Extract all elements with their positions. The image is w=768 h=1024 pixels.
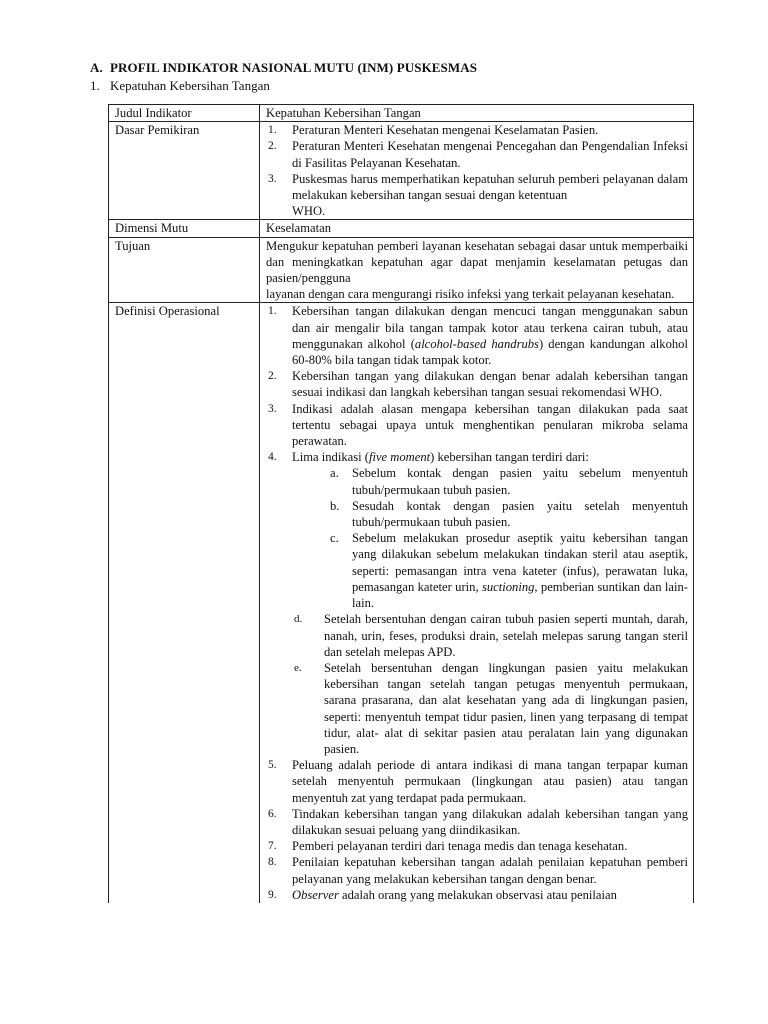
tujuan-paragraph-1: Mengukur kepatuhan pemberi layanan kesehatan sebagai dasar untuk memperbaiki dan meningkatkan kepatuhan agar dapat menjamin keselamatan petugas dan pasien/pengguna — [266, 238, 688, 286]
row-tujuan — [109, 237, 694, 303]
list-text: Pemberi pelayanan terdiri dari tenaga medis dan tenaga kesehatan. — [292, 839, 628, 854]
list-text: Peluang adalah periode di antara indikasi di mana tangan terpapar kuman setelah menyentuh permukaan (lingkungan atau pasien) atau tangan menyentuh zat yang terdapat pada permukaan. — [292, 758, 688, 805]
list-text: Peraturan Menteri Kesehatan mengenai Pencegahan dan Pengendalian Infeksi di Fasilitas Pelayanan Kesehatan. — [292, 139, 688, 170]
list-item — [266, 122, 688, 138]
sub-list-item — [292, 660, 688, 757]
sub-list-text: Sesudah kontak dengan pasien yaitu setelah menyentuh tubuh/permukaan tubuh pasien. — [352, 498, 688, 530]
list-text: Tindakan kebersihan tangan yang dilakukan adalah kebersihan tangan yang dilakukan sesuai peluang yang diindikasikan. — [292, 806, 688, 837]
sub-list-text: Sebelum melakukan prosedur aseptik yaitu kebersihan tangan yang dilakukan sebelum melakukan tindakan steril atau aseptik, seperti: pemasangan intra vena kateter (infus), perawatan luka, pemasangan kateter urin, — [352, 531, 688, 594]
list-item — [266, 138, 688, 170]
list-number: 8. — [268, 856, 277, 869]
value-dasar-pemikiran — [260, 122, 694, 220]
section-title: PROFIL INDIKATOR NASIONAL MUTU (INM) PUSKESMAS — [110, 60, 478, 75]
list-text-italic: alcohol-based handrubs — [414, 336, 539, 351]
list-item — [266, 854, 688, 886]
list-number: 6. — [268, 807, 277, 820]
list-text-continuation: WHO. — [292, 204, 326, 219]
list-text: Lima indikasi ( — [292, 450, 369, 465]
dasar-list — [266, 122, 688, 219]
sub-list-letter: e. — [294, 661, 302, 674]
sub-list-letter: a. — [330, 466, 339, 481]
tujuan-paragraph-2: layanan dengan cara mengurangi risiko infeksi yang terkait pelayanan kesehatan. — [266, 287, 675, 302]
sub-list-letter: b. — [330, 498, 340, 513]
value-definisi-operasional — [260, 303, 694, 903]
list-text: Penilaian kepatuhan kebersihan tangan adalah penilaian kepatuhan pemberi pelayanan yang melakukan kebersihan tangan dengan benar. — [292, 855, 688, 886]
row-dasar-pemikiran — [109, 122, 694, 220]
label-dasar-pemikiran: Dasar Pemikiran — [109, 122, 260, 220]
sub-list-text: Setelah bersentuhan dengan lingkungan pasien yaitu melakukan kebersihan tangan setelah tangan petugas menyentuh permukaan, sarana prasarana, dan alat kesehatan yang ada di lingkungan pasien, seperti: menyentuh tempat tidur pasien, linen yang terpasang di tempat tidur, alat- alat di sekitar pasien atau peralatan lain yang digunakan pasien. — [324, 660, 688, 756]
sub-list-item — [292, 465, 688, 497]
sub-list-item — [292, 530, 688, 611]
list-text: ) kebersihan tangan terdiri dari: — [430, 450, 589, 465]
label-definisi-operasional: Definisi Operasional — [109, 303, 260, 903]
list-number: 9. — [268, 888, 277, 901]
value-judul-indikator: Kepatuhan Kebersihan Tangan — [260, 105, 694, 122]
indicator-profile-table — [108, 104, 694, 903]
list-item — [266, 757, 688, 806]
list-item — [266, 887, 688, 903]
list-text-italic: Observer — [292, 887, 339, 902]
label-tujuan: Tujuan — [109, 237, 260, 303]
list-text: Kebersihan tangan dilakukan dengan mencuci tangan menggunakan sabun dan air mengalir bila tangan tampak kotor atau terkena cairan tubuh, atau menggunakan alkohol ( — [292, 304, 688, 351]
list-item — [266, 368, 688, 400]
label-dimensi-mutu: Dimensi Mutu — [109, 220, 260, 237]
list-number: 2. — [268, 370, 277, 383]
sub-list-text: , pemberian suntikan dan lain-lain. — [352, 579, 688, 611]
list-number: 3. — [268, 172, 277, 185]
list-number: 5. — [268, 759, 277, 772]
label-judul-indikator: Judul Indikator — [109, 105, 260, 122]
row-definisi-operasional — [109, 303, 694, 903]
list-number: 3. — [268, 402, 277, 415]
sub-list-text: Sebelum kontak dengan pasien yaitu sebelum menyentuh tubuh/permukaan tubuh pasien. — [352, 466, 688, 497]
list-text: Peraturan Menteri Kesehatan mengenai Keselamatan Pasien. — [292, 123, 599, 138]
section-heading — [90, 60, 477, 76]
sub-list-text-italic: suctioning — [481, 579, 535, 594]
list-number: 2. — [268, 140, 277, 153]
value-tujuan — [260, 237, 694, 303]
list-item — [266, 401, 688, 450]
list-text-italic: five moment — [368, 450, 431, 465]
list-number: 1. — [268, 124, 277, 137]
list-number: 7. — [268, 840, 277, 853]
list-text: ) dengan kandungan alkohol 60-80% bila tangan tidak tampak kotor. — [292, 336, 688, 368]
five-moment-list — [292, 465, 688, 757]
list-number: 1. — [268, 305, 277, 318]
sub-list-item — [292, 611, 688, 660]
sub-list-letter: c. — [330, 531, 339, 546]
sub-list-letter: d. — [294, 613, 303, 626]
list-item — [266, 838, 688, 854]
value-dimensi-mutu: Keselamatan — [260, 220, 694, 237]
subsection-number: 1. — [90, 78, 100, 93]
list-item — [266, 449, 688, 757]
definisi-list — [266, 303, 688, 903]
list-item — [266, 171, 688, 220]
list-text: adalah orang yang melakukan observasi atau penilaian — [338, 887, 617, 902]
list-text: Kebersihan tangan yang dilakukan dengan benar adalah kebersihan tangan sesuai indikasi dan langkah kebersihan tangan sesuai rekomendasi WHO. — [292, 369, 688, 400]
list-text: Puskesmas harus memperhatikan kepatuhan seluruh pemberi pelayanan dalam melakukan kebersihan tangan sesuai dengan ketentuan — [292, 171, 688, 203]
row-judul-indikator — [109, 105, 694, 122]
subsection-title: Kepatuhan Kebersihan Tangan — [110, 78, 270, 93]
list-item — [266, 303, 688, 368]
list-item — [266, 806, 688, 838]
sub-list-item — [292, 498, 688, 530]
subsection-heading — [90, 78, 270, 94]
section-letter: A. — [90, 60, 103, 75]
list-text: Indikasi adalah alasan mengapa kebersihan tangan dilakukan pada saat tertentu sebagai upaya untuk menghentikan penularan mikroba selama perawatan. — [292, 401, 688, 449]
row-dimensi-mutu — [109, 220, 694, 237]
sub-list-text: Setelah bersentuhan dengan cairan tubuh pasien seperti muntah, darah, nanah, urin, feses, produksi drain, setelah melepas sarung tangan steril dan setelah melepas APD. — [324, 612, 688, 659]
list-number: 4. — [268, 451, 277, 464]
